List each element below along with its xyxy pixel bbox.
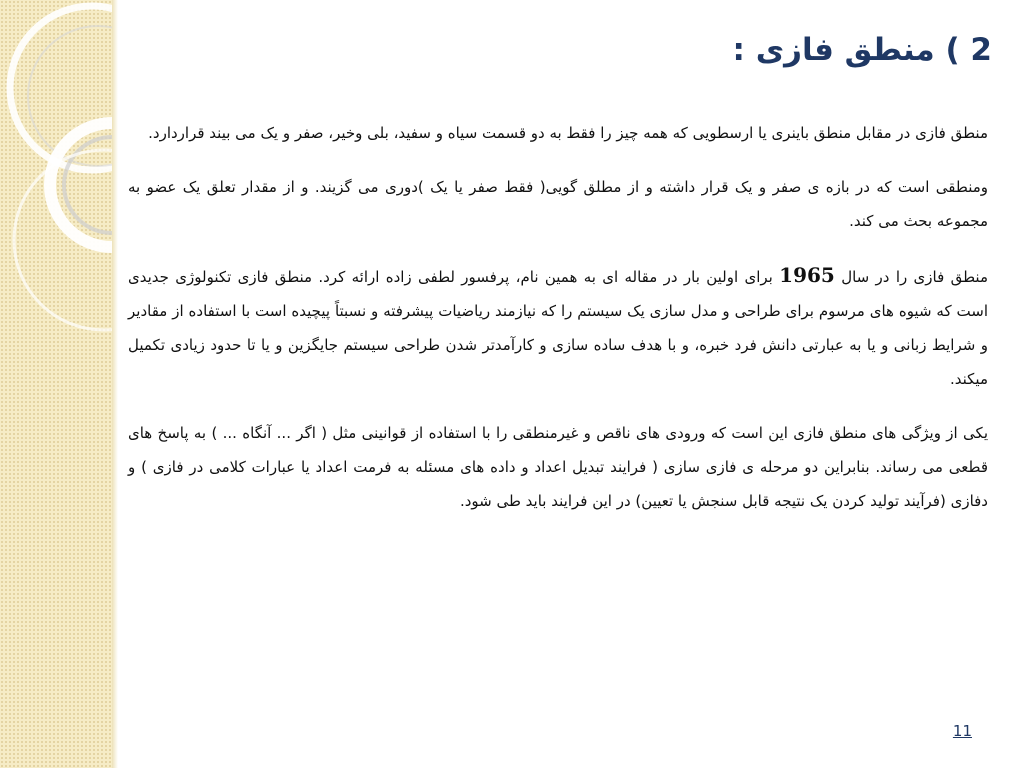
year-1965: 1965: [779, 263, 835, 287]
history-text-before: منطق فازی را در سال: [841, 268, 988, 286]
paragraph-definition: منطق فازی در مقابل منطق باینری یا ارسطویی که همه چیز را فقط به دو قسمت سیاه و سفید، بلی وخیر، صفر و یک می بیند قراردارد.: [148, 124, 988, 142]
history-text-after: برای اولین بار در مقاله ای به همین نام، پرفسور لطفی زاده ارائه کرد. منطق فازی تکنولوژی جدیدی است که شیوه های مرسوم برای طراحی و مدل سازی یک سیستم را که نیازمند ریاضیات پیشرفته و نسبتاً پیچیده است با استفاده از مقادیر و شرایط زبانی و یا به عبارتی دانش فرد خبره، و با هدف ساده سازی و کارآمدتر شدن طراحی سیستم جایگزین و یا تا حدود زیادی تکمیل میکند.: [128, 268, 988, 388]
slide-body: [128, 116, 988, 538]
decorative-sidebar: [0, 0, 112, 768]
sidebar-edge: [112, 0, 118, 768]
slide-title: 2 ) منطق فازی :: [732, 32, 992, 68]
page-number[interactable]: 11: [952, 722, 972, 740]
paragraph-range: ومنطقی است که در بازه ی صفر و یک قرار داشته و از مطلق گویی( فقط صفر یا یک )دوری می گزیند. و از مقدار تعلق یک عضو به مجموعه بحث می کند.: [128, 178, 988, 230]
paragraph-history: [128, 258, 988, 396]
paragraph-features: یکی از ویژگی های منطق فازی این است که ورودی های ناقص و غیرمنطقی را با استفاده از قوانینی مثل ( اگر ... آنگاه ... ) به پاسخ های قطعی می رساند. بنابراین دو مرحله ی فازی سازی ( فرایند تبدیل اعداد و داده های مسئله به فرمت اعداد یا عبارات کلامی در فازی ) و دفازی (فرآیند تولید کردن یک نتیجه قابل سنجش یا تعیین) در این فرایند باید طی شود.: [128, 424, 988, 510]
decorative-circles: [0, 0, 112, 768]
